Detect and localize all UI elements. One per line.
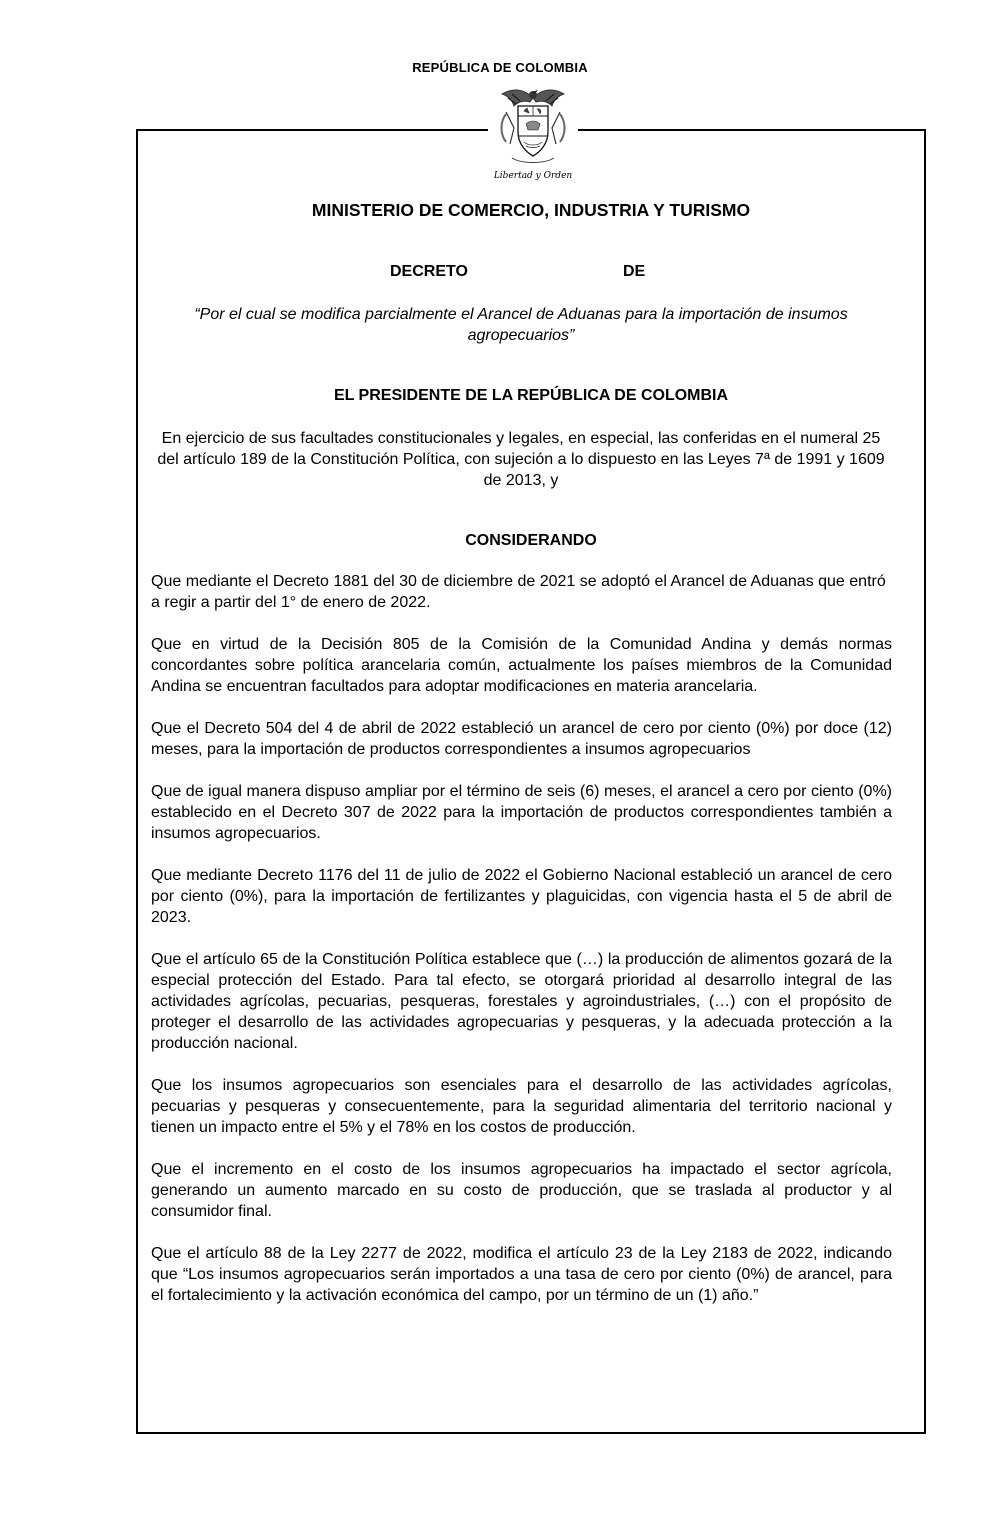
seal-motto: Libertad y Orden: [494, 171, 572, 181]
considerando-paragraph: Que los insumos agropecuarios son esenciales para el desarrollo de las actividades agrícolas, pecuarias y pesqueras y consecuentemente, para la seguridad alimentaria del territorio nacional y tienen un impacto entre el 5% y el 78% en los costos de producción.: [151, 1077, 892, 1136]
considerando-paragraph: Que el incremento en el costo de los insumos agropecuarios ha impactado el sector agrícola, generando un aumento marcado en su costo de producción, que se traslada al productor y al consumidor final.: [151, 1161, 892, 1220]
republic-heading: REPÚBLICA DE COLOMBIA: [412, 60, 588, 75]
considerando-paragraph: Que de igual manera dispuso ampliar por el término de seis (6) meses, el arancel a cero por ciento (0%) establecido en el Decreto 307 de 2022 para la importación de productos correspondientes también a insumos agropecuarios.: [151, 783, 892, 842]
considerando-paragraph: Que el Decreto 504 del 4 de abril de 2022 estableció un arancel de cero por ciento (0%) por doce (12) meses, para la importación de productos correspondientes a insumos agropecuarios: [151, 720, 892, 758]
decree-subtitle: “Por el cual se modifica parcialmente el Arancel de Aduanas para la importación de insumos agropecuarios”: [194, 306, 848, 344]
considerando-paragraph: Que en virtud de la Decisión 805 de la Comisión de la Comunidad Andina y demás normas concordantes sobre política arancelaria común, actualmente los países miembros de la Comunidad Andina se encuentran facultados para adoptar modificaciones en materia arancelaria.: [151, 636, 892, 695]
authority-preamble: En ejercicio de sus facultades constitucionales y legales, en especial, las conferidas en el numeral 25 del artículo 189 de la Constitución Política, con sujeción a lo dispuesto en las Leyes 7ª de 1991 y 1609 de 2013, y: [157, 430, 885, 489]
considerando-body: [151, 571, 892, 1327]
decree-label: DECRETO: [390, 263, 468, 280]
decree-date-label: DE: [623, 263, 646, 280]
considerando-paragraph: Que el artículo 88 de la Ley 2277 de 2022, modifica el artículo 23 de la Ley 2183 de 2022, indicando que “Los insumos agropecuarios serán importados a una tasa de cero por ciento (0%) de arancel, para el fortalecimiento y la activación económica del campo, por un término de un (1) año.”: [151, 1245, 892, 1304]
considerando-paragraph: Que mediante Decreto 1176 del 11 de julio de 2022 el Gobierno Nacional estableció un arancel de cero por ciento (0%), para la importación de fertilizantes y plaguicidas, con vigencia hasta el 5 de abril de 2023.: [151, 867, 892, 926]
ministry-title: MINISTERIO DE COMERCIO, INDUSTRIA Y TURISMO: [311, 200, 751, 220]
considerando-heading: CONSIDERANDO: [465, 532, 597, 549]
coat-of-arms-icon: [494, 84, 572, 184]
considerando-paragraph: Que mediante el Decreto 1881 del 30 de diciembre de 2021 se adoptó el Arancel de Aduanas que entró a regir a partir del 1° de enero de 2022.: [151, 573, 886, 611]
decree-number-line: [136, 263, 926, 285]
authority-title: EL PRESIDENTE DE LA REPÚBLICA DE COLOMBIA: [333, 387, 729, 404]
coat-of-arms-seal: [494, 84, 572, 184]
considerando-paragraph: Que el artículo 65 de la Constitución Política establece que (…) la producción de alimentos gozará de la especial protección del Estado. Para tal efecto, se otorgará prioridad al desarrollo integral de las actividades agrícolas, pecuarias, pesqueras, forestales y agroindustriales, (…) con el propósito de proteger el desarrollo de las actividades agropecuarias y pesqueras, y la adecuada protección a la producción nacional.: [151, 951, 892, 1052]
